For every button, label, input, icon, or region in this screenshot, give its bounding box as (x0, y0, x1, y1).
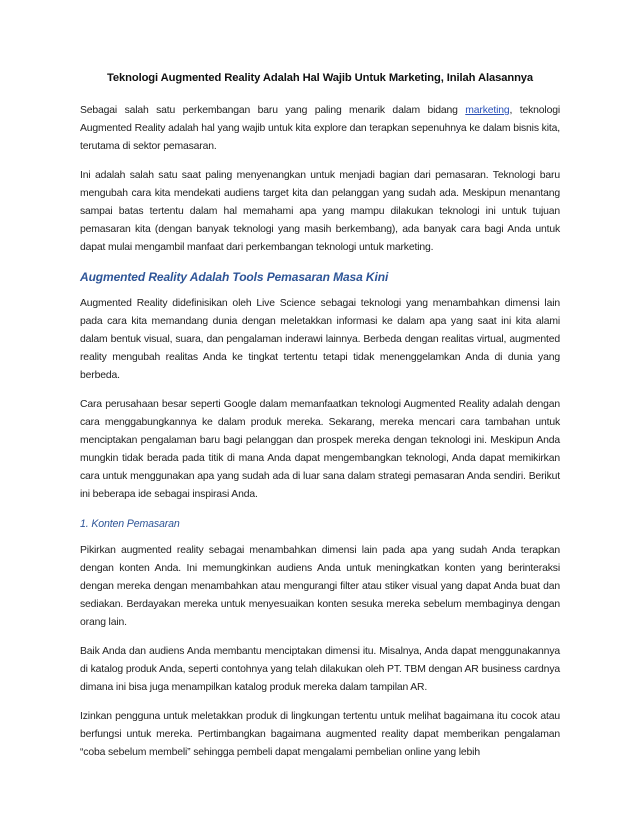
paragraph-5: Pikirkan augmented reality sebagai menambahkan dimensi lain pada apa yang sudah Anda terapkan dengan konten Anda. Ini memungkinkan audiens Anda untuk meningkatkan konten yang berinteraksi dengan mereka dengan menambahkan atau mengurangi filter atau stiker visual yang dapat Anda buat dan sediakan. Berdayakan mereka untuk menyesuaikan konten sesuka mereka sebelum membaginya dengan orang lain. (80, 545, 560, 628)
paragraph-7: Izinkan pengguna untuk meletakkan produk di lingkungan tertentu untuk melihat bagaimana itu cocok atau berfungsi untuk mereka. Pertimbangkan bagaimana augmented reality dapat memberikan pengalaman “coba sebelum membeli” sehingga pembeli dapat mengalami pembelian online yang lebih (80, 711, 560, 758)
intro-paragraph (80, 102, 560, 156)
intro-text-before-link: Sebagai salah satu perkembangan baru yang paling menarik dalam bidang (80, 105, 466, 116)
document-title: Teknologi Augmented Reality Adalah Hal Wajib Untuk Marketing, Inilah Alasannya (106, 72, 534, 84)
paragraph-3: Augmented Reality didefinisikan oleh Live Science sebagai teknologi yang menambahkan dimensi lain pada cara kita memandang dunia dengan meletakkan informasi ke dalam apa yang saat ini kita alami dalam bentuk visual, suara, dan pengalaman inderawi lainnya. Berbeda dengan realitas virtual, augmented reality mengubah realitas Anda ke tingkat tertentu tetapi tidak menenggelamkan Anda di dunia yang berbeda. (80, 298, 560, 381)
paragraph-6: Baik Anda dan audiens Anda membantu menciptakan dimensi itu. Misalnya, Anda dapat menggunakannya di katalog produk Anda, seperti contohnya yang telah dilakukan oleh PT. TBM dengan AR business cardnya dimana ini bisa juga menampilkan katalog produk mereka dalam tampilan AR. (80, 646, 560, 693)
section-heading: Augmented Reality Adalah Tools Pemasaran Masa Kini (80, 270, 389, 284)
paragraph-2: Ini adalah salah satu saat paling menyenangkan untuk menjadi bagian dari pemasaran. Teknologi baru mengubah cara kita mendekati audiens target kita dan pelanggan yang sudah ada. Meskipun menantang sampai batas tertentu dalam hal memahami apa yang mampu dilakukan teknologi ini untuk tujuan pemasaran kita (dengan banyak teknologi yang masih berkembang), ada banyak cara bagi Anda untuk dapat mulai mengambil manfaat dari perkembangan teknologi untuk marketing. (80, 170, 560, 253)
subheading-konten-pemasaran: 1. Konten Pemasaran (80, 518, 180, 530)
intro-text-after-link: , teknologi Augmented Reality adalah hal yang wajib untuk kita explore dan terapkan sepenuhnya ke dalam bisnis kita, terutama di sektor pemasaran. (80, 105, 560, 152)
paragraph-4: Cara perusahaan besar seperti Google dalam memanfaatkan teknologi Augmented Reality adalah dengan cara menggabungkannya ke dalam produk mereka. Sekarang, mereka mencari cara tambahan untuk menciptakan pengalaman baru bagi pelanggan dan prospek mereka dengan teknologi ini. Meskipun Anda mungkin tidak berada pada titik di mana Anda dapat mengembangkan teknologi, Anda dapat memikirkan cara untuk menggunakan apa yang sudah ada di luar sana dalam strategi pemasaran Anda sendiri. Berikut ini beberapa ide sebagai inspirasi Anda. (80, 399, 560, 500)
marketing-link[interactable]: marketing (465, 105, 510, 116)
